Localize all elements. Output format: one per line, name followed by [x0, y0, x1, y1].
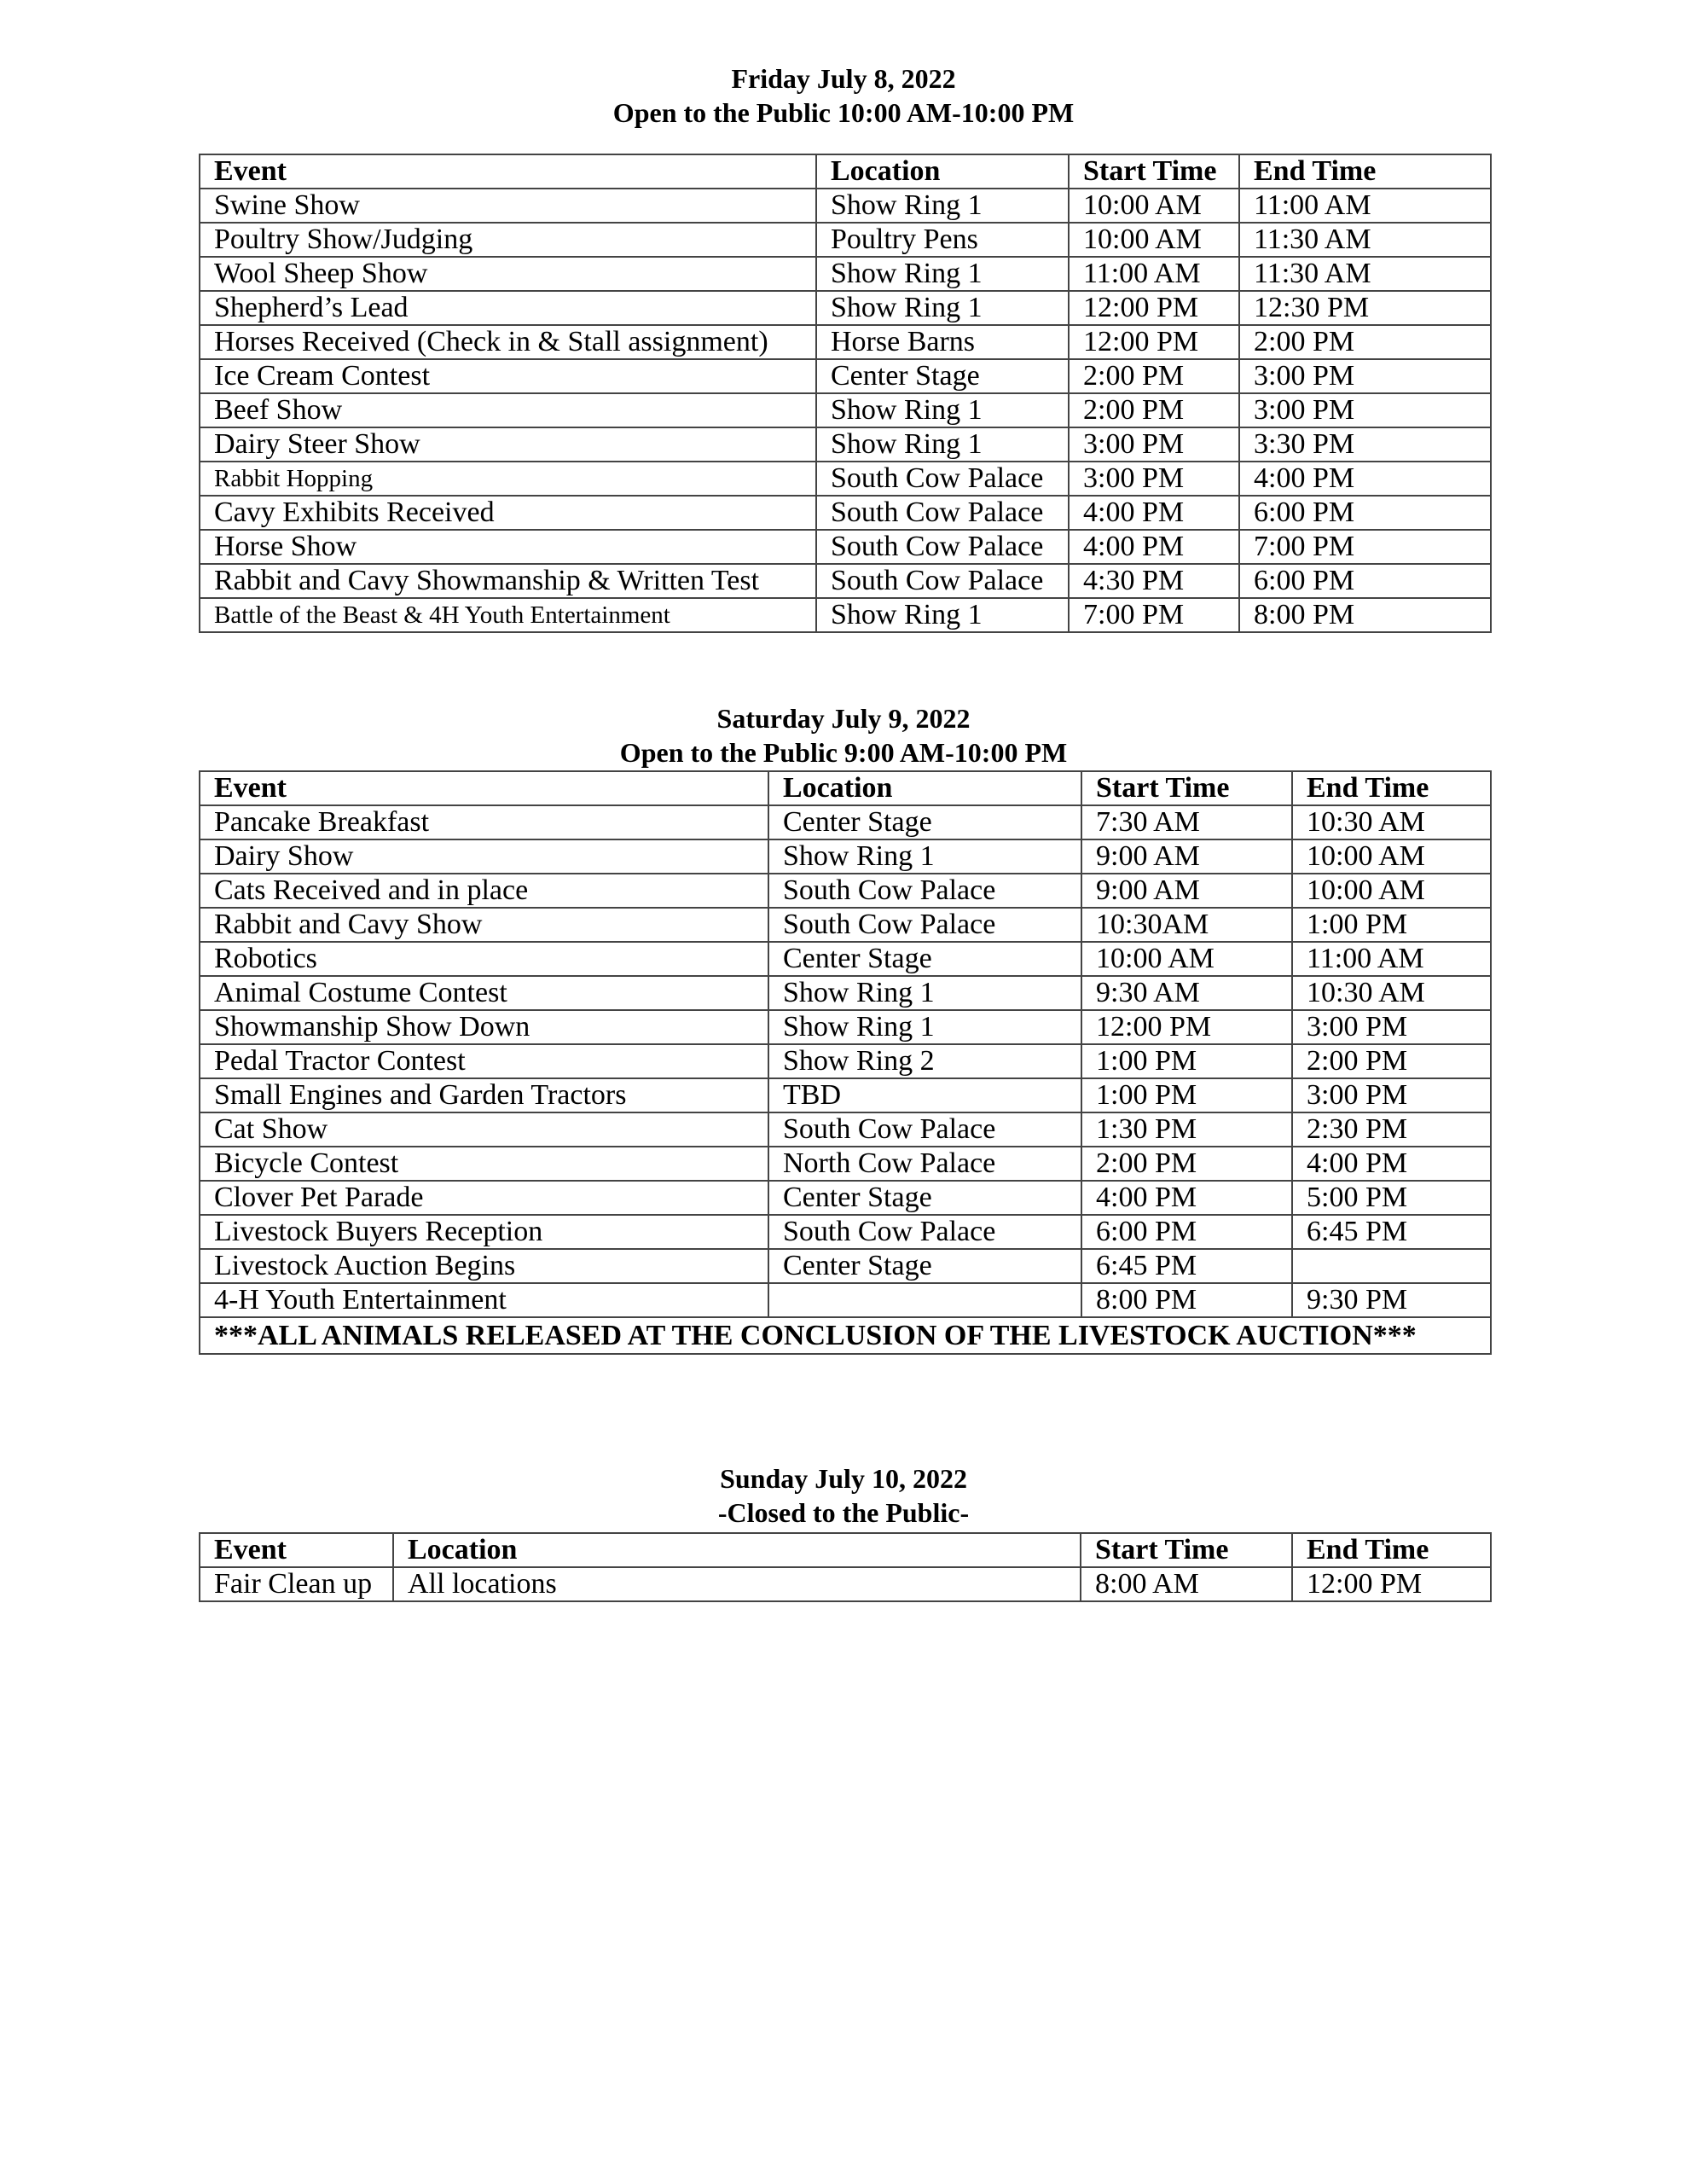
start-time-cell: 3:00 PM [1069, 427, 1239, 462]
end-time-cell: 10:30 AM [1292, 976, 1491, 1010]
note-row [200, 1317, 1491, 1354]
location-cell: Center Stage [768, 942, 1081, 976]
location-cell: Show Ring 1 [768, 976, 1081, 1010]
end-time-cell: 3:00 PM [1239, 359, 1491, 393]
end-time-cell: 2:00 PM [1239, 325, 1491, 359]
event-cell: Swine Show [200, 189, 816, 223]
location-cell: Center Stage [768, 1249, 1081, 1283]
table-row [200, 462, 1491, 496]
table-row [200, 805, 1491, 839]
saturday-subtitle: Open to the Public 9:00 AM-10:00 PM [619, 737, 1068, 768]
end-time-cell: 3:30 PM [1239, 427, 1491, 462]
end-time-cell: 6:45 PM [1292, 1215, 1491, 1249]
table-row [200, 976, 1491, 1010]
end-time-cell: 4:00 PM [1239, 462, 1491, 496]
event-cell: Livestock Auction Begins [200, 1249, 768, 1283]
event-cell: Cats Received and in place [200, 874, 768, 908]
event-cell: Cavy Exhibits Received [200, 496, 816, 530]
table-row [200, 1249, 1491, 1283]
end-time-cell: 6:00 PM [1239, 496, 1491, 530]
location-cell: South Cow Palace [768, 1112, 1081, 1147]
start-time-cell: 10:00 AM [1069, 223, 1239, 257]
table-row [200, 223, 1491, 257]
end-time-cell: 5:00 PM [1292, 1181, 1491, 1215]
start-time-cell: 4:30 PM [1069, 564, 1239, 598]
table-row [200, 359, 1491, 393]
table-row [200, 1147, 1491, 1181]
end-time-cell: 10:00 AM [1292, 874, 1491, 908]
end-time-cell: 11:00 AM [1292, 942, 1491, 976]
column-header-event: Event [200, 154, 816, 189]
event-cell: Animal Costume Contest [200, 976, 768, 1010]
start-time-cell: 9:00 AM [1081, 874, 1292, 908]
friday-subtitle: Open to the Public 10:00 AM-10:00 PM [612, 97, 1075, 128]
end-time-cell: 10:30 AM [1292, 805, 1491, 839]
location-cell: TBD [768, 1078, 1081, 1112]
start-time-cell: 8:00 AM [1081, 1567, 1292, 1601]
end-time-cell: 11:30 AM [1239, 223, 1491, 257]
location-cell: South Cow Palace [816, 496, 1069, 530]
start-time-cell: 10:00 AM [1069, 189, 1239, 223]
column-header-end-time: End Time [1239, 154, 1491, 189]
start-time-cell: 2:00 PM [1069, 393, 1239, 427]
location-cell: South Cow Palace [816, 530, 1069, 564]
end-time-cell: 10:00 AM [1292, 839, 1491, 874]
location-cell: Center Stage [768, 1181, 1081, 1215]
location-cell: South Cow Palace [816, 462, 1069, 496]
location-cell: Show Ring 1 [816, 257, 1069, 291]
start-time-cell: 7:30 AM [1081, 805, 1292, 839]
location-cell: South Cow Palace [768, 874, 1081, 908]
table-row [200, 1112, 1491, 1147]
end-time-cell: 3:00 PM [1292, 1010, 1491, 1044]
location-cell: Center Stage [816, 359, 1069, 393]
location-cell: Show Ring 1 [816, 598, 1069, 632]
friday-title: Friday July 8, 2022 [731, 63, 956, 94]
end-time-cell: 7:00 PM [1239, 530, 1491, 564]
end-time-cell: 2:30 PM [1292, 1112, 1491, 1147]
event-cell: Clover Pet Parade [200, 1181, 768, 1215]
location-cell: All locations [393, 1567, 1081, 1601]
table-header-row [200, 154, 1491, 189]
friday-schedule-table [199, 154, 1492, 633]
event-cell: Showmanship Show Down [200, 1010, 768, 1044]
friday-heading [0, 61, 1687, 130]
end-time-cell: 12:00 PM [1292, 1567, 1491, 1601]
column-header-start-time: Start Time [1069, 154, 1239, 189]
start-time-cell: 4:00 PM [1069, 496, 1239, 530]
location-cell: Show Ring 1 [816, 393, 1069, 427]
end-time-cell: 11:30 AM [1239, 257, 1491, 291]
event-cell: Wool Sheep Show [200, 257, 816, 291]
table-row [200, 427, 1491, 462]
table-row [200, 325, 1491, 359]
start-time-cell: 12:00 PM [1069, 325, 1239, 359]
start-time-cell: 10:30AM [1081, 908, 1292, 942]
event-cell: Pedal Tractor Contest [200, 1044, 768, 1078]
column-header-start-time: Start Time [1081, 771, 1292, 805]
event-cell: Battle of the Beast & 4H Youth Entertainment [200, 598, 816, 632]
table-row [200, 1010, 1491, 1044]
start-time-cell: 8:00 PM [1081, 1283, 1292, 1317]
event-cell: Dairy Steer Show [200, 427, 816, 462]
sunday-title: Sunday July 10, 2022 [720, 1463, 967, 1494]
start-time-cell: 12:00 PM [1069, 291, 1239, 325]
event-cell: Small Engines and Garden Tractors [200, 1078, 768, 1112]
start-time-cell: 6:45 PM [1081, 1249, 1292, 1283]
start-time-cell: 4:00 PM [1069, 530, 1239, 564]
start-time-cell: 6:00 PM [1081, 1215, 1292, 1249]
start-time-cell: 7:00 PM [1069, 598, 1239, 632]
end-time-cell: 2:00 PM [1292, 1044, 1491, 1078]
event-cell: Fair Clean up [200, 1567, 393, 1601]
saturday-schedule-table [199, 770, 1492, 1355]
location-cell: South Cow Palace [768, 908, 1081, 942]
table-row [200, 496, 1491, 530]
end-time-cell: 11:00 AM [1239, 189, 1491, 223]
start-time-cell: 1:30 PM [1081, 1112, 1292, 1147]
event-cell: Ice Cream Contest [200, 359, 816, 393]
event-cell: Beef Show [200, 393, 816, 427]
table-row [200, 598, 1491, 632]
end-time-cell: 4:00 PM [1292, 1147, 1491, 1181]
table-row [200, 291, 1491, 325]
end-time-cell: 6:00 PM [1239, 564, 1491, 598]
end-time-cell: 9:30 PM [1292, 1283, 1491, 1317]
table-header-row [200, 1533, 1491, 1567]
sunday-subtitle: -Closed to the Public- [717, 1497, 970, 1528]
location-cell: South Cow Palace [816, 564, 1069, 598]
table-row [200, 1044, 1491, 1078]
end-time-cell: 3:00 PM [1239, 393, 1491, 427]
event-cell: Dairy Show [200, 839, 768, 874]
start-time-cell: 11:00 AM [1069, 257, 1239, 291]
table-header-row [200, 771, 1491, 805]
event-cell: Pancake Breakfast [200, 805, 768, 839]
table-row [200, 1078, 1491, 1112]
event-cell: Rabbit Hopping [200, 462, 816, 496]
column-header-event: Event [200, 771, 768, 805]
table-row [200, 839, 1491, 874]
end-time-cell: 3:00 PM [1292, 1078, 1491, 1112]
end-time-cell [1292, 1249, 1491, 1283]
event-cell: Bicycle Contest [200, 1147, 768, 1181]
start-time-cell: 1:00 PM [1081, 1044, 1292, 1078]
start-time-cell: 1:00 PM [1081, 1078, 1292, 1112]
column-header-end-time: End Time [1292, 771, 1491, 805]
location-cell: Poultry Pens [816, 223, 1069, 257]
event-cell: Livestock Buyers Reception [200, 1215, 768, 1249]
event-cell: Cat Show [200, 1112, 768, 1147]
location-cell: North Cow Palace [768, 1147, 1081, 1181]
start-time-cell: 10:00 AM [1081, 942, 1292, 976]
column-header-event: Event [200, 1533, 393, 1567]
table-row [200, 393, 1491, 427]
location-cell: South Cow Palace [768, 1215, 1081, 1249]
table-row [200, 1567, 1491, 1601]
event-cell: Robotics [200, 942, 768, 976]
start-time-cell: 4:00 PM [1081, 1181, 1292, 1215]
column-header-location: Location [393, 1533, 1081, 1567]
table-row [200, 189, 1491, 223]
start-time-cell: 12:00 PM [1081, 1010, 1292, 1044]
table-row [200, 908, 1491, 942]
sunday-heading [0, 1461, 1687, 1530]
location-cell [768, 1283, 1081, 1317]
saturday-title: Saturday July 9, 2022 [716, 703, 971, 734]
location-cell: Show Ring 1 [768, 839, 1081, 874]
column-header-location: Location [816, 154, 1069, 189]
table-row [200, 530, 1491, 564]
table-row [200, 874, 1491, 908]
start-time-cell: 2:00 PM [1081, 1147, 1292, 1181]
event-cell: Rabbit and Cavy Showmanship & Written Test [200, 564, 816, 598]
sunday-schedule-table [199, 1532, 1492, 1602]
location-cell: Show Ring 1 [768, 1010, 1081, 1044]
event-cell: Rabbit and Cavy Show [200, 908, 768, 942]
start-time-cell: 9:30 AM [1081, 976, 1292, 1010]
event-cell: 4-H Youth Entertainment [200, 1283, 768, 1317]
event-cell: Poultry Show/Judging [200, 223, 816, 257]
event-cell: Horses Received (Check in & Stall assignment) [200, 325, 816, 359]
end-time-cell: 1:00 PM [1292, 908, 1491, 942]
event-cell: Shepherd’s Lead [200, 291, 816, 325]
end-time-cell: 8:00 PM [1239, 598, 1491, 632]
table-row [200, 257, 1491, 291]
table-row [200, 1283, 1491, 1317]
table-row [200, 942, 1491, 976]
location-cell: Show Ring 2 [768, 1044, 1081, 1078]
start-time-cell: 2:00 PM [1069, 359, 1239, 393]
column-header-end-time: End Time [1292, 1533, 1491, 1567]
location-cell: Show Ring 1 [816, 427, 1069, 462]
table-row [200, 564, 1491, 598]
table-row [200, 1181, 1491, 1215]
column-header-start-time: Start Time [1081, 1533, 1292, 1567]
location-cell: Show Ring 1 [816, 291, 1069, 325]
location-cell: Center Stage [768, 805, 1081, 839]
column-header-location: Location [768, 771, 1081, 805]
end-time-cell: 12:30 PM [1239, 291, 1491, 325]
saturday-heading [0, 701, 1687, 770]
release-note: ***ALL ANIMALS RELEASED AT THE CONCLUSION OF THE LIVESTOCK AUCTION*** [200, 1317, 1491, 1354]
start-time-cell: 9:00 AM [1081, 839, 1292, 874]
start-time-cell: 3:00 PM [1069, 462, 1239, 496]
table-row [200, 1215, 1491, 1249]
event-cell: Horse Show [200, 530, 816, 564]
location-cell: Show Ring 1 [816, 189, 1069, 223]
location-cell: Horse Barns [816, 325, 1069, 359]
